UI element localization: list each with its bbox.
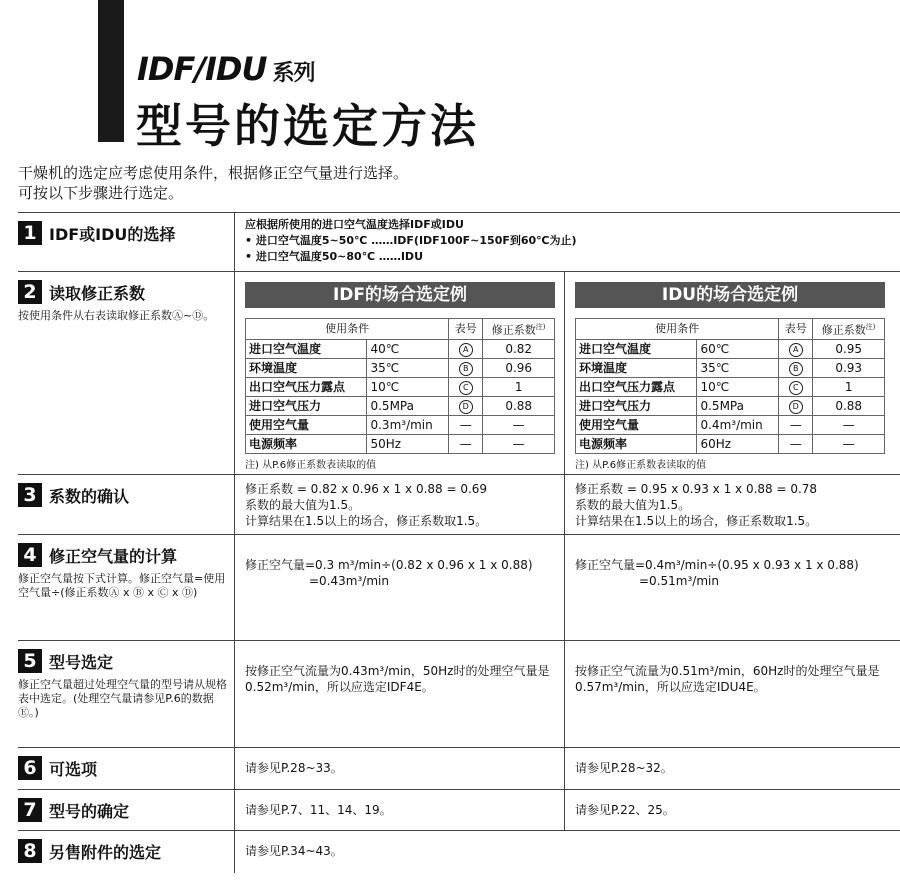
series-title: IDF/IDU 系列 <box>137 50 315 88</box>
step-number: 8 <box>18 839 42 863</box>
table-row: 出口空气压力露点 10℃ C 1 <box>576 377 885 396</box>
step-number: 2 <box>18 280 42 304</box>
table-row: 进口空气温度 60℃ A 0.95 <box>576 339 885 358</box>
step-title: 系数的确认 <box>49 486 130 506</box>
step-row-4: 4 修正空气量的计算 修正空气量按下式计算。修正空气量=使用空气量÷(修正系数Ⓐ x Ⓑ x Ⓒ x Ⓓ) 修正空气量=0.3 m³/min÷(0.82 x 0.96 x 1 x 0.88) =0.43m³/min 修正空气量=0.4m³/min÷(0.95 x 0.93 x 1 x 0.88) =0.51m³/min <box>18 535 900 641</box>
step-title: 型号的确定 <box>49 801 130 821</box>
idu-example-title: IDU的场合选定例 <box>575 282 885 308</box>
table-row: 电源频率 60Hz — — <box>576 434 885 453</box>
step-title: 型号选定 <box>49 652 114 672</box>
step-row-5: 5 型号选定 修正空气量超过处理空气量的型号请从规格表中选定。(处理空气量请参见P.6的数据Ⓔ。) 按修正空气流量为0.43m³/min，50Hz时的处理空气量是 0.52m³/min，所以应选定IDF4E。 按修正空气流量为0.51m³/min，60Hz时的处理空气量是 0.57m³/min，所以应选定IDU4E。 <box>18 641 900 748</box>
step-description: 修正空气量按下式计算。修正空气量=使用空气量÷(修正系数Ⓐ x Ⓑ x Ⓒ x Ⓓ) <box>18 572 226 599</box>
step-number: 4 <box>18 543 42 567</box>
table-row: 环境温度 35℃ B 0.96 <box>246 358 555 377</box>
step-description: 按使用条件从右表读取修正系数Ⓐ~Ⓓ。 <box>18 309 215 322</box>
step-number: 7 <box>18 798 42 822</box>
table-row: 进口空气压力 0.5MPa D 0.88 <box>576 396 885 415</box>
step-row-8: 8 另售附件的选定 请参见P.34~43。 <box>18 831 900 873</box>
step-number: 3 <box>18 483 42 507</box>
step-description: 修正空气量超过处理空气量的型号请从规格表中选定。(处理空气量请参见P.6的数据Ⓔ。) <box>18 678 227 719</box>
idu-note: 注) 从P.6修正系数表读取的值 <box>575 459 707 471</box>
step-title: IDF或IDU的选择 <box>49 224 176 244</box>
step-title: 修正空气量的计算 <box>49 546 178 566</box>
step-row-1: 1 IDF或IDU的选择 应根据所使用的进口空气温度选择IDF或IDU • 进口空气温度5~50℃ ……IDF(IDF100F~150F到60℃为止) • 进口空气温度50~80℃ ……IDU <box>18 213 900 272</box>
step-title: 读取修正系数 <box>49 283 146 303</box>
step-row-6: 6 可选项 请参见P.28~33。 请参见P.28~32。 <box>18 748 900 790</box>
step-title: 可选项 <box>49 759 98 779</box>
step-row-3: 3 系数的确认 修正系数 = 0.82 x 0.96 x 1 x 0.88 = 0.69 系数的最大值为1.5。 计算结果在1.5以上的场合，修正系数取1.5。 修正系数 = 0.95 x 0.93 x 1 x 0.88 = 0.78 系数的最大值为1.5。 计算结果在1.5以上的场合，修正系数取1.5。 <box>18 475 900 535</box>
step-title: 另售附件的选定 <box>49 842 162 862</box>
table-row: 环境温度 35℃ B 0.93 <box>576 358 885 377</box>
idu-condition-table: 使用条件 表号 修正系数$^{注)}$ 进口空气温度 60℃ A 0.95 环境温度 35℃ B 0.93 出口空气压力露点 10℃ C 1 进口空气压力 0.5MPa D 0.88 使用空气量 0.4m³/min — — 电源频率 60Hz — — <box>575 318 885 454</box>
step-row-7: 7 型号的确定 请参见P.7、11、14、19。 请参见P.22、25。 <box>18 790 900 831</box>
idf-condition-table: 使用条件 表号 修正系数$^{注)}$ 进口空气温度 40℃ A 0.82 环境温度 35℃ B 0.96 出口空气压力露点 10℃ C 1 进口空气压力 0.5MPa D 0.88 使用空气量 0.3m³/min — — 电源频率 50Hz — — <box>245 318 555 454</box>
header-bar <box>98 0 124 142</box>
idf-note: 注) 从P.6修正系数表读取的值 <box>245 459 377 471</box>
table-row: 使用空气量 0.4m³/min — — <box>576 415 885 434</box>
table-row: 电源频率 50Hz — — <box>246 434 555 453</box>
table-row: 出口空气压力露点 10℃ C 1 <box>246 377 555 396</box>
step-number: 5 <box>18 649 42 673</box>
step-number: 6 <box>18 756 42 780</box>
step-number: 1 <box>18 221 42 245</box>
intro-text: 干燥机的选定应考虑使用条件，根据修正空气量进行选择。 可按以下步骤进行选定。 <box>18 164 409 202</box>
table-row: 进口空气压力 0.5MPa D 0.88 <box>246 396 555 415</box>
table-row: 使用空气量 0.3m³/min — — <box>246 415 555 434</box>
idf-example-title: IDF的场合选定例 <box>245 282 555 308</box>
page-title: 型号的选定方法 <box>136 99 479 153</box>
table-row: 进口空气温度 40℃ A 0.82 <box>246 339 555 358</box>
step-row-2 <box>18 272 900 475</box>
selection-table <box>18 212 900 873</box>
